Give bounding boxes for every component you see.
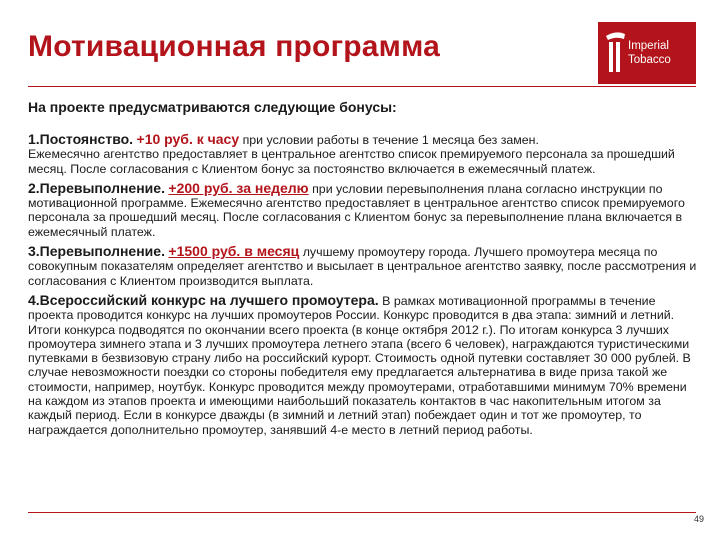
bonus-4-description: В рамках мотивационной программы в течение проекта проводится конкурс на лучших промоутеров России. Конкурс проводится в два этапа: зимний и летний. Итоги конкурса подводятся по окончании всего проекта (в конце октября 2012 г.). По итогам конкурса 3 лучших промоутера зимнего этапа и 3 лучших промоутера летнего этапа (всего 6 человек), награждаются туристическими путевками в безвизовую страну либо на российский курорт. Стоимость одной путевки составляет 30 000 рублей. В случае невозможности поездки со стороны победителя ему предлагается альтернатива в виде приза такой же стоимости, например, ноутбук. Конкурс проводится между промоутерами, отработавшими минимум 70% времени на каждом из этапов проекта и имеющими наибольший показатель контактов в час накопительным итогом за каждый период. Если в конкурсе дважды (в зимний и летний этап) побеждает один и тот же промоутер, то награждается дополнительно промоутер, занявший 4-е место в летний период работы. xyxy=(28,293,691,437)
imperial-tobacco-logo xyxy=(598,22,696,84)
bonus-3-amount: +1500 руб. в месяц xyxy=(168,243,300,260)
bonus-2-amount: +200 руб. за неделю xyxy=(168,179,309,196)
bonus-item-4 xyxy=(28,293,700,437)
bonus-2-description: при условии перевыполнения плана согласно инструкции по мотивационной программе. Ежемесячно агентство предоставляет в центральное агентство список премируемого персонала за прошедший месяц. После согласования с Клиентом бонус за перевыполнение плана включается в ежемесячный платеж. xyxy=(28,181,685,239)
header-divider xyxy=(28,86,696,87)
bonus-1-description: Ежемесячно агентство предоставляет в центральное агентство список премируемого персонала за прошедший месяц. После согласования с Клиентом бонус за постоянство включается в ежемесячный платеж. xyxy=(28,147,675,176)
page-number: 49 xyxy=(693,514,704,524)
logo-line-2: Tobacco xyxy=(628,54,671,66)
logo-line-1: Imperial xyxy=(628,40,669,52)
footer-divider xyxy=(28,512,696,513)
logo-text xyxy=(628,39,671,67)
bonus-3-heading: 3.Перевыполнение. xyxy=(28,243,165,260)
bonus-list xyxy=(28,132,700,442)
bonus-item-1 xyxy=(28,132,700,176)
bonus-item-2 xyxy=(28,181,700,239)
bonus-3-description: лучшему промоутеру города. Лучшего промоутера месяца по совокупным показателям определяет агентство и высылает в центральное агентство заявку, после рассмотрения и согласования с Клиентом производится выплата. xyxy=(28,245,697,288)
bonus-1-condition: при условии работы в течение 1 месяца без замен. xyxy=(242,133,539,147)
intro-text: На проекте предусматриваются следующие бонусы: xyxy=(28,99,397,115)
bonus-2-heading: 2.Перевыполнение. xyxy=(28,179,165,196)
page-title: Мотивационная программа xyxy=(28,30,440,63)
bonus-4-heading: 4.Всероссийский конкурс на лучшего промоутера. xyxy=(28,291,379,308)
bonus-item-3 xyxy=(28,244,700,288)
bonus-1-amount: +10 руб. к часу xyxy=(136,131,240,147)
bonus-1-heading: 1.Постоянство. xyxy=(28,131,134,147)
logo-mark-icon xyxy=(604,30,626,76)
